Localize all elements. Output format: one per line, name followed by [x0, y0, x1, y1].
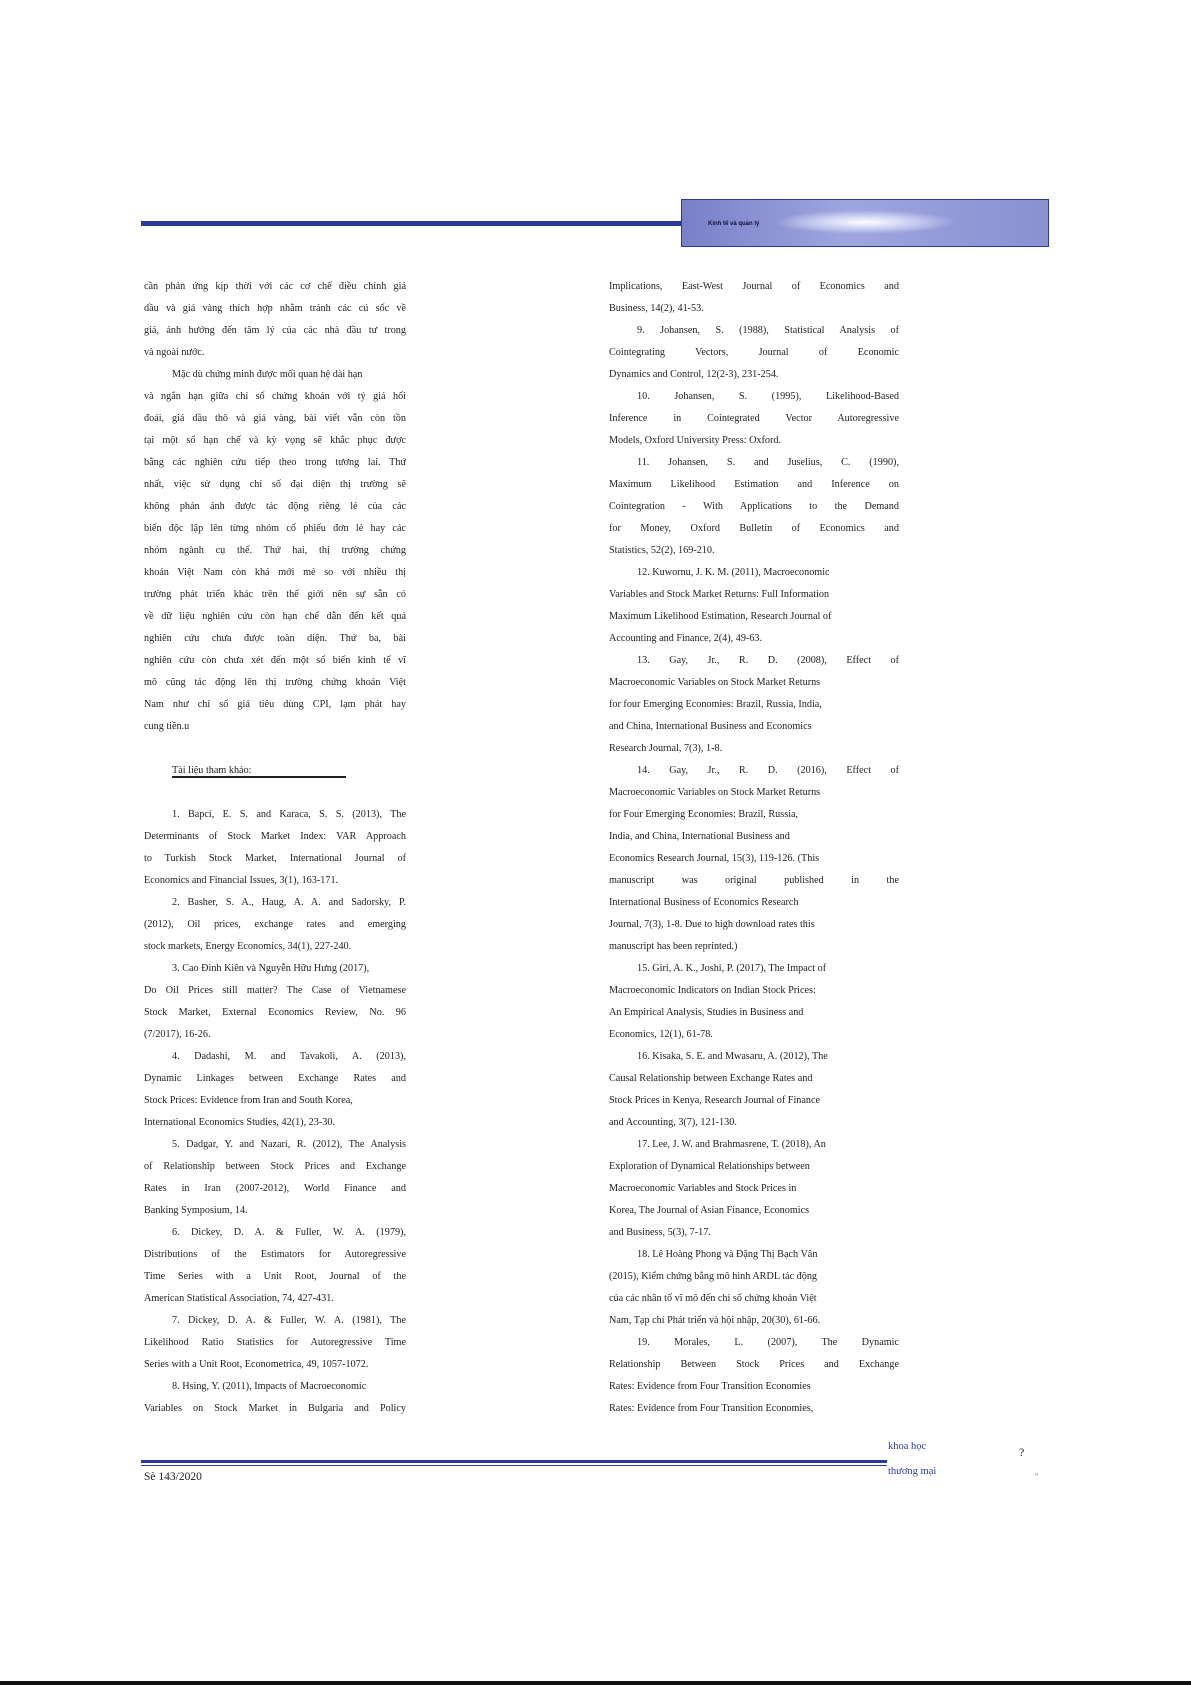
reference-line: Korea, The Journal of Asian Finance, Economics	[609, 1205, 810, 1216]
reference-line: for Money, Oxford Bulletin of Economics and	[609, 523, 899, 534]
reference-line: 12. Kuwornu, J. K. M. (2011), Macroeconomic	[637, 567, 830, 578]
text-line: và ngoài nước.	[144, 347, 205, 358]
reference-line: Banking Symposium, 14.	[144, 1205, 248, 1216]
reference-line: Variables and Stock Market Returns: Full Information	[609, 589, 830, 600]
reference-line: 15. Giri, A. K., Joshi, P. (2017), The Impact of	[637, 963, 827, 974]
text-line: tại một số hạn chế và kỳ vọng sẽ khắc phục được	[144, 435, 406, 446]
reference-line: Business, 14(2), 41-53.	[609, 303, 704, 314]
text-line: giá, ảnh hưởng đến tâm lý của các nhà đầu tư trong	[144, 325, 406, 336]
reference-line: for four Emerging Economies: Brazil, Russia, India,	[609, 699, 822, 710]
reference-line: India, and China, International Business and	[609, 831, 790, 842]
reference-line: Nam, Tạp chí Phát triển và hội nhập, 20(30), 61-66.	[609, 1315, 821, 1326]
reference-line: International Economics Studies, 42(1), 23-30.	[144, 1117, 335, 1128]
text-line: dầu và giá vàng thích hợp nhằm tránh các cú sốc về	[144, 303, 406, 314]
text-line: đoái, giá dầu thô và giá vàng, bài viết vẫn còn tồn	[144, 413, 406, 424]
reference-line: and Business, 5(3), 7-17.	[609, 1227, 711, 1238]
reference-line: 6. Dickey, D. A. & Fuller, W. A. (1979),	[172, 1227, 406, 1238]
reference-line: Maximum Likelihood Estimation and Inference on	[609, 479, 899, 490]
footer-small-mark: "	[1035, 1472, 1039, 1481]
text-line: cung tiền.u	[144, 721, 190, 732]
bottom-edge-strip	[0, 1681, 1191, 1685]
reference-line: Stock Prices: Evidence from Iran and South Korea,	[144, 1095, 353, 1106]
reference-line: stock markets, Energy Economics, 34(1), 227-240.	[144, 941, 352, 952]
reference-line: Economics and Financial Issues, 3(1), 163-171.	[144, 875, 339, 886]
journal-brand-line1: khoa học	[888, 1441, 927, 1452]
reference-line: 13. Gay, Jr., R. D. (2008), Effect of	[637, 655, 899, 666]
section-title: Kinh tế và quản lý	[708, 221, 760, 227]
right-column	[609, 276, 899, 1420]
reference-line: Cointegration - With Applications to the Demand	[609, 501, 899, 512]
reference-line: Models, Oxford University Press: Oxford.	[609, 435, 782, 446]
reference-line: 2. Basher, S. A., Haug, A. A. and Sadorsky, P.	[172, 897, 406, 908]
reference-line: Economics Research Journal, 15(3), 119-126. (This	[609, 853, 820, 864]
text-line: và ngắn hạn giữa chỉ số chứng khoán với tỷ giá hối	[144, 391, 406, 402]
reference-line: Rates: Evidence from Four Transition Economies	[609, 1381, 811, 1392]
reference-line: Dynamics and Control, 12(2-3), 231-254.	[609, 369, 779, 380]
reference-line: Likelihood Ratio Statistics for Autoregressive Time	[144, 1337, 406, 1348]
reference-line: 10. Johansen, S. (1995), Likelihood-Based	[637, 391, 899, 402]
text-line: nhất, việc sử dụng chỉ số đại diện thị trường sẽ	[144, 479, 406, 490]
heading-underline	[172, 776, 346, 778]
reference-line: Journal, 7(3), 1-8. Due to high download rates this	[609, 919, 815, 930]
header-rule	[141, 221, 681, 226]
reference-line: 9. Johansen, S. (1988), Statistical Analysis of	[637, 325, 899, 336]
reference-line: Dynamic Linkages between Exchange Rates and	[144, 1073, 406, 1084]
reference-line: 3. Cao Đình Kiên và Nguyễn Hữu Hưng (2017),	[172, 963, 370, 974]
issue-number: Sè 143/2020	[144, 1471, 202, 1483]
reference-line: (7/2017), 16-26.	[144, 1029, 211, 1040]
page-number-mark: ?	[1019, 1445, 1025, 1459]
reference-line: Macroeconomic Variables on Stock Market Returns	[609, 787, 821, 798]
text-line: về dữ liệu nghiên cứu còn hạn chế dẫn đến kết quả	[144, 611, 406, 622]
reference-line: 11. Johansen, S. and Juselius, C. (1990),	[637, 457, 899, 468]
reference-line: and Accounting, 3(7), 121-130.	[609, 1117, 737, 1128]
reference-line: Distributions of the Estimators for Autoregressive	[144, 1249, 406, 1260]
reference-line: (2015), Kiểm chứng bằng mô hình ARDL tác động	[609, 1271, 818, 1282]
reference-line: 18. Lê Hoàng Phong và Đặng Thị Bạch Vân	[637, 1249, 818, 1260]
reference-line: Cointegrating Vectors, Journal of Economic	[609, 347, 899, 358]
reference-line: Series with a Unit Root, Econometrica, 49, 1057-1072.	[144, 1359, 369, 1370]
reference-line: Causal Relationship between Exchange Rates and	[609, 1073, 813, 1084]
journal-brand-line2: thương mại	[888, 1466, 937, 1477]
reference-line: 5. Dadgar, Y. and Nazari, R. (2012), The Analysis	[172, 1139, 406, 1150]
left-column	[144, 276, 406, 1420]
text-line: bằng các nghiên cứu tiếp theo trong tương lai. Thứ	[144, 457, 406, 468]
reference-line: An Empirical Analysis, Studies in Business and	[609, 1007, 804, 1018]
reference-line: Research Journal, 7(3), 1-8.	[609, 743, 723, 754]
reference-line: Variables on Stock Market in Bulgaria and Policy	[144, 1403, 406, 1414]
reference-line: Time Series with a Unit Root, Journal of the	[144, 1271, 406, 1282]
reference-line: Accounting and Finance, 2(4), 49-63.	[609, 633, 763, 644]
reference-line: Inference in Cointegrated Vector Autoregressive	[609, 413, 899, 424]
reference-line: International Business of Economics Research	[609, 897, 799, 908]
spacer	[144, 738, 406, 760]
text-line: mô cũng tác động lên thị trường chứng khoán Việt	[144, 677, 406, 688]
text-line: Mặc dù chứng minh được mối quan hệ dài hạn	[172, 369, 363, 380]
text-line: nghiên cứu chưa được toàn diện. Thứ ba, bài	[144, 633, 406, 644]
footer-rule	[141, 1460, 887, 1463]
references-heading-text: Tài liệu tham khảo:	[172, 765, 252, 776]
text-line: biến độc lập lên từng nhóm cổ phiếu đơn lẻ hay các	[144, 523, 406, 534]
text-line: nghiên cứu còn chưa xét đến một số biến kinh tế vĩ	[144, 655, 406, 666]
reference-line: 16. Kisaka, S. E. and Mwasaru, A. (2012), The	[637, 1051, 828, 1062]
reference-line: Relationship Between Stock Prices and Exchange	[609, 1359, 899, 1370]
reference-line: manuscript was original published in the	[609, 875, 899, 886]
reference-line: Do Oil Prices still matter? The Case of Vietnamese	[144, 985, 406, 996]
text-line: cần phản ứng kịp thời với các cơ chế điều chỉnh giá	[144, 281, 406, 292]
text-line: khoán Việt Nam còn khá mới mẻ so với nhiều thị	[144, 567, 406, 578]
reference-line: 1. Bapci, E. S. and Karaca, S. S. (2013), The	[172, 809, 406, 820]
reference-line: Rates in Iran (2007-2012), World Finance and	[144, 1183, 406, 1194]
reference-line: Maximum Likelihood Estimation, Research Journal of	[609, 611, 832, 622]
reference-line: Determinants of Stock Market Index: VAR Approach	[144, 831, 406, 842]
reference-line: Stock Prices in Kenya, Research Journal of Finance	[609, 1095, 821, 1106]
reference-line: Macroeconomic Variables on Stock Market Returns	[609, 677, 821, 688]
text-line: trường phát triển khác trên thế giới nên sự sẵn có	[144, 589, 406, 600]
reference-line: 4. Dadashi, M. and Tavakoli, A. (2013),	[172, 1051, 406, 1062]
reference-line: Macroeconomic Indicators on Indian Stock Prices:	[609, 985, 816, 996]
reference-line: Stock Market, External Economics Review, No. 96	[144, 1007, 406, 1018]
reference-line: Rates: Evidence from Four Transition Economies,	[609, 1403, 814, 1414]
text-line: không phản ánh được tác động riêng lẻ của các	[144, 501, 406, 512]
reference-line: American Statistical Association, 74, 427-431.	[144, 1293, 334, 1304]
reference-line: 19. Morales, L. (2007), The Dynamic	[637, 1337, 899, 1348]
reference-line: (2012), Oil prices, exchange rates and emerging	[144, 919, 406, 930]
spacer	[144, 782, 406, 804]
text-line: nhóm ngành cụ thể. Thứ hai, thị trường chứng	[144, 545, 406, 556]
reference-line: and China, International Business and Economics	[609, 721, 812, 732]
text-line: Nam như chỉ số giá tiêu dùng CPI, lạm phát hay	[144, 699, 406, 710]
reference-line: của các nhân tố vĩ mô đến chỉ số chứng khoán Việt	[609, 1293, 817, 1304]
reference-line: 14. Gay, Jr., R. D. (2016), Effect of	[637, 765, 899, 776]
footer-rule-thin	[141, 1465, 887, 1466]
section-header-box	[681, 199, 1049, 247]
reference-line: 7. Dickey, D. A. & Fuller, W. A. (1981), The	[172, 1315, 406, 1326]
reference-line: 17. Lee, J. W. and Brahmasrene, T. (2018), An	[637, 1139, 826, 1150]
reference-line: Exploration of Dynamical Relationships between	[609, 1161, 810, 1172]
reference-line: to Turkish Stock Market, International Journal of	[144, 853, 406, 864]
reference-line: of Relationship between Stock Prices and Exchange	[144, 1161, 406, 1172]
reference-line: Statistics, 52(2), 169-210.	[609, 545, 715, 556]
reference-line: Macroeconomic Variables and Stock Prices in	[609, 1183, 797, 1194]
reference-line: 8. Hsing, Y. (2011), Impacts of Macroeconomic	[172, 1381, 367, 1392]
reference-line: manuscript has been reprinted.)	[609, 941, 738, 952]
reference-line: Implications, East-West Journal of Economics and	[609, 281, 899, 292]
references-heading	[144, 760, 406, 782]
reference-line: Economics, 12(1), 61-78.	[609, 1029, 713, 1040]
reference-line: for Four Emerging Economies: Brazil, Russia,	[609, 809, 799, 820]
